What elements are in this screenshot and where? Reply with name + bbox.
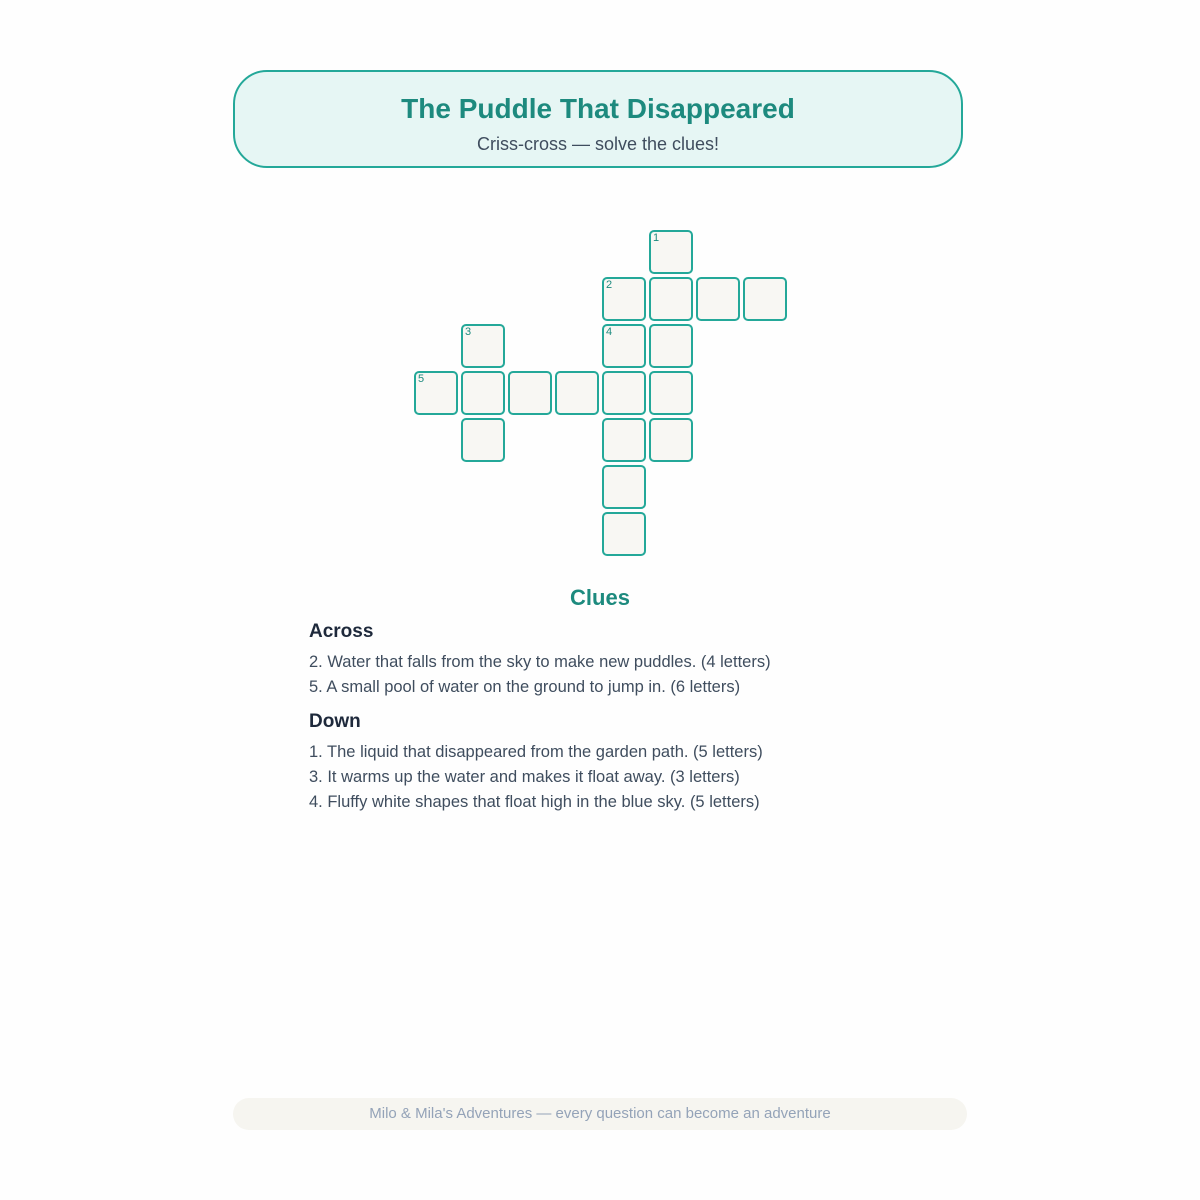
crossword-cell[interactable] bbox=[649, 324, 693, 368]
clue-number: 5 bbox=[418, 373, 425, 385]
crossword-cell[interactable] bbox=[649, 230, 693, 274]
across-clue: 5. A small pool of water on the ground to jump in. (6 letters) bbox=[309, 678, 741, 696]
crossword-cell[interactable] bbox=[649, 277, 693, 321]
down-clue: 1. The liquid that disappeared from the garden path. (5 letters) bbox=[309, 743, 763, 761]
crossword-cell[interactable] bbox=[508, 371, 552, 415]
clue-number: 4 bbox=[606, 326, 613, 338]
crossword-cell[interactable] bbox=[461, 324, 505, 368]
crossword-cell[interactable] bbox=[696, 277, 740, 321]
footer-banner: Milo & Mila's Adventures — every question can become an adventure bbox=[233, 1098, 967, 1130]
page-subtitle: Criss-cross — solve the clues! bbox=[476, 134, 720, 154]
page-title: The Puddle That Disappeared bbox=[401, 93, 795, 124]
crossword-cell[interactable] bbox=[602, 465, 646, 509]
clues-title: Clues bbox=[570, 585, 630, 610]
crossword-cell[interactable] bbox=[461, 418, 505, 462]
crossword-cell[interactable] bbox=[602, 324, 646, 368]
across-clue: 2. Water that falls from the sky to make new puddles. (4 letters) bbox=[309, 653, 771, 671]
crossword-cell[interactable] bbox=[555, 371, 599, 415]
across-heading: Across bbox=[309, 621, 374, 642]
clue-number: 1 bbox=[653, 232, 660, 244]
clue-number: 2 bbox=[606, 279, 613, 291]
down-clue: 3. It warms up the water and makes it float away. (3 letters) bbox=[309, 768, 740, 786]
crossword-cell[interactable] bbox=[602, 512, 646, 556]
down-heading: Down bbox=[309, 711, 361, 732]
crossword-cell[interactable] bbox=[649, 418, 693, 462]
down-clue: 4. Fluffy white shapes that float high in the blue sky. (5 letters) bbox=[309, 793, 760, 811]
crossword-cell[interactable] bbox=[602, 418, 646, 462]
crossword-cell[interactable] bbox=[461, 371, 505, 415]
crossword-cell[interactable] bbox=[649, 371, 693, 415]
clues-list bbox=[309, 620, 909, 815]
crossword-cell[interactable] bbox=[602, 371, 646, 415]
crossword-cell[interactable] bbox=[602, 277, 646, 321]
clue-number: 3 bbox=[465, 326, 472, 338]
crossword-cell[interactable] bbox=[414, 371, 458, 415]
crossword-cell[interactable] bbox=[743, 277, 787, 321]
